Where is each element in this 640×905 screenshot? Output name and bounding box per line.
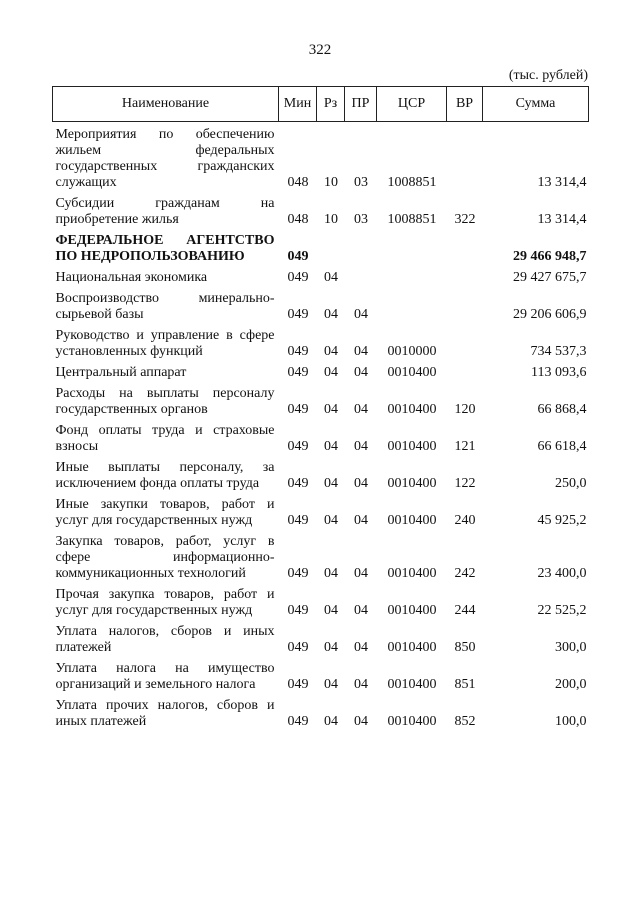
- table-body: [53, 122, 589, 731]
- cell-sum: 29 466 948,7: [513, 249, 587, 264]
- cell-sum: 113 093,6: [531, 365, 587, 380]
- cell-pr: 04: [354, 402, 368, 417]
- cell-csr: 0010400: [387, 439, 437, 454]
- cell-pr: 04: [354, 603, 368, 618]
- cell-vr: [447, 286, 483, 323]
- cell-name: Прочая закупка товаров, работ и услуг для государственных нужд: [55, 587, 275, 618]
- header-sum: Сумма: [483, 87, 589, 122]
- cell-csr: 0010400: [387, 603, 437, 618]
- cell-min: 049: [287, 677, 309, 692]
- cell-pr: [345, 228, 377, 265]
- cell-pr: 04: [354, 365, 368, 380]
- cell-rz: 04: [324, 566, 338, 581]
- header-pr: ПР: [345, 87, 377, 122]
- table-header: [53, 87, 589, 122]
- cell-pr: 03: [354, 212, 368, 227]
- cell-pr: 04: [354, 476, 368, 491]
- cell-name: Закупка товаров, работ, услуг в сфере информационно-коммуникационных технологий: [55, 534, 275, 581]
- cell-pr: 03: [354, 175, 368, 190]
- cell-vr: 244: [454, 603, 476, 618]
- cell-csr: 0010400: [387, 365, 437, 380]
- cell-pr: 04: [354, 307, 368, 322]
- table-row: [53, 323, 589, 360]
- cell-name: ФЕДЕРАЛЬНОЕ АГЕНТСТВО ПО НЕДРОПОЛЬЗОВАНИЮ: [55, 233, 275, 264]
- units-label: (тыс. рублей): [508, 68, 588, 83]
- cell-sum: 45 925,2: [537, 513, 587, 528]
- cell-vr: 850: [454, 640, 476, 655]
- table-row: [53, 191, 589, 228]
- cell-rz: 04: [324, 714, 338, 729]
- cell-min: 049: [287, 476, 309, 491]
- cell-pr: 04: [354, 677, 368, 692]
- table-row: [53, 693, 589, 730]
- cell-name: Расходы на выплаты персоналу государственных органов: [55, 386, 275, 417]
- cell-vr: 242: [454, 566, 476, 581]
- table-row: [53, 265, 589, 286]
- cell-vr: 322: [454, 212, 476, 227]
- cell-name: Уплата налогов, сборов и иных платежей: [55, 624, 275, 655]
- cell-name: Иные закупки товаров, работ и услуг для государственных нужд: [55, 497, 275, 528]
- cell-pr: 04: [354, 640, 368, 655]
- cell-sum: 300,0: [555, 640, 587, 655]
- cell-min: 049: [287, 344, 309, 359]
- cell-pr: 04: [354, 714, 368, 729]
- cell-name: Мероприятия по обеспечению жильем федеральных государственных гражданских служащих: [55, 127, 275, 190]
- cell-pr: 04: [354, 439, 368, 454]
- header-rz: Рз: [317, 87, 345, 122]
- cell-rz: 04: [324, 677, 338, 692]
- table-row: [53, 656, 589, 693]
- cell-sum: 250,0: [555, 476, 587, 491]
- cell-csr: 0010400: [387, 566, 437, 581]
- cell-pr: 04: [354, 513, 368, 528]
- cell-min: 049: [287, 603, 309, 618]
- cell-min: 049: [287, 402, 309, 417]
- table-row: [53, 228, 589, 265]
- budget-table: [52, 86, 589, 730]
- cell-sum: 22 525,2: [537, 603, 587, 618]
- cell-name: Воспроизводство минерально-сырьевой базы: [55, 291, 275, 322]
- cell-rz: 04: [324, 344, 338, 359]
- cell-sum: 13 314,4: [537, 212, 587, 227]
- cell-vr: 851: [454, 677, 476, 692]
- cell-pr: [345, 265, 377, 286]
- cell-vr: [447, 265, 483, 286]
- cell-rz: 04: [324, 476, 338, 491]
- cell-rz: 04: [324, 365, 338, 380]
- cell-csr: 0010400: [387, 402, 437, 417]
- cell-csr: 0010400: [387, 513, 437, 528]
- cell-rz: 04: [324, 402, 338, 417]
- cell-min: 049: [287, 714, 309, 729]
- cell-min: 049: [287, 307, 309, 322]
- cell-vr: [447, 228, 483, 265]
- page-number: 322: [308, 42, 332, 58]
- cell-csr: 0010400: [387, 677, 437, 692]
- cell-sum: 200,0: [555, 677, 587, 692]
- table-row: [53, 582, 589, 619]
- cell-min: 049: [287, 365, 309, 380]
- cell-sum: 13 314,4: [537, 175, 587, 190]
- cell-name: Уплата прочих налогов, сборов и иных платежей: [55, 698, 275, 729]
- header-name: Наименование: [53, 87, 279, 122]
- header-csr: ЦСР: [377, 87, 447, 122]
- table-row: [53, 286, 589, 323]
- cell-min: 048: [287, 175, 309, 190]
- cell-rz: 04: [324, 603, 338, 618]
- cell-pr: 04: [354, 344, 368, 359]
- cell-pr: 04: [354, 566, 368, 581]
- cell-vr: 120: [454, 402, 476, 417]
- table-row: [53, 455, 589, 492]
- cell-name: Фонд оплаты труда и страховые взносы: [55, 423, 275, 454]
- table-row: [53, 492, 589, 529]
- cell-csr: [377, 265, 447, 286]
- table-row: [53, 381, 589, 418]
- cell-vr: 852: [454, 714, 476, 729]
- cell-csr: [377, 286, 447, 323]
- cell-csr: 1008851: [387, 212, 437, 227]
- cell-sum: 734 537,3: [530, 344, 587, 359]
- table-row: [53, 619, 589, 656]
- table-row: [53, 360, 589, 381]
- cell-csr: 0010400: [387, 714, 437, 729]
- table-row: [53, 122, 589, 192]
- cell-csr: 1008851: [387, 175, 437, 190]
- cell-min: 049: [287, 439, 309, 454]
- cell-vr: [447, 122, 483, 192]
- cell-csr: 0010400: [387, 640, 437, 655]
- table-row: [53, 418, 589, 455]
- cell-sum: 29 206 606,9: [513, 307, 587, 322]
- cell-min: 049: [287, 640, 309, 655]
- cell-sum: 100,0: [555, 714, 587, 729]
- cell-csr: 0010400: [387, 476, 437, 491]
- cell-rz: 04: [324, 307, 338, 322]
- cell-rz: 04: [324, 439, 338, 454]
- cell-min: 048: [287, 212, 309, 227]
- cell-name: Уплата налога на имущество организаций и земельного налога: [55, 661, 275, 692]
- cell-name: Руководство и управление в сфере установленных функций: [55, 328, 275, 359]
- cell-rz: 10: [324, 175, 338, 190]
- header-min: Мин: [279, 87, 317, 122]
- cell-min: 049: [287, 513, 309, 528]
- cell-rz: 04: [324, 513, 338, 528]
- table-row: [53, 529, 589, 582]
- cell-csr: 0010000: [387, 344, 437, 359]
- cell-sum: 29 427 675,7: [513, 270, 587, 285]
- cell-rz: 04: [324, 270, 338, 285]
- cell-vr: 240: [454, 513, 476, 528]
- cell-rz: 04: [324, 640, 338, 655]
- cell-vr: 122: [454, 476, 476, 491]
- cell-name: Центральный аппарат: [55, 365, 187, 380]
- header-vr: ВР: [447, 87, 483, 122]
- cell-vr: 121: [454, 439, 476, 454]
- cell-sum: 66 618,4: [537, 439, 587, 454]
- cell-min: 049: [287, 249, 309, 264]
- cell-name: Национальная экономика: [55, 270, 208, 285]
- cell-csr: [377, 228, 447, 265]
- cell-sum: 66 868,4: [537, 402, 587, 417]
- cell-vr: [447, 360, 483, 381]
- cell-vr: [447, 323, 483, 360]
- cell-name: Субсидии гражданам на приобретение жилья: [55, 196, 275, 227]
- cell-rz: [317, 228, 345, 265]
- cell-min: 049: [287, 566, 309, 581]
- cell-min: 049: [287, 270, 309, 285]
- cell-name: Иные выплаты персоналу, за исключением фонда оплаты труда: [55, 460, 275, 491]
- cell-rz: 10: [324, 212, 338, 227]
- cell-sum: 23 400,0: [537, 566, 587, 581]
